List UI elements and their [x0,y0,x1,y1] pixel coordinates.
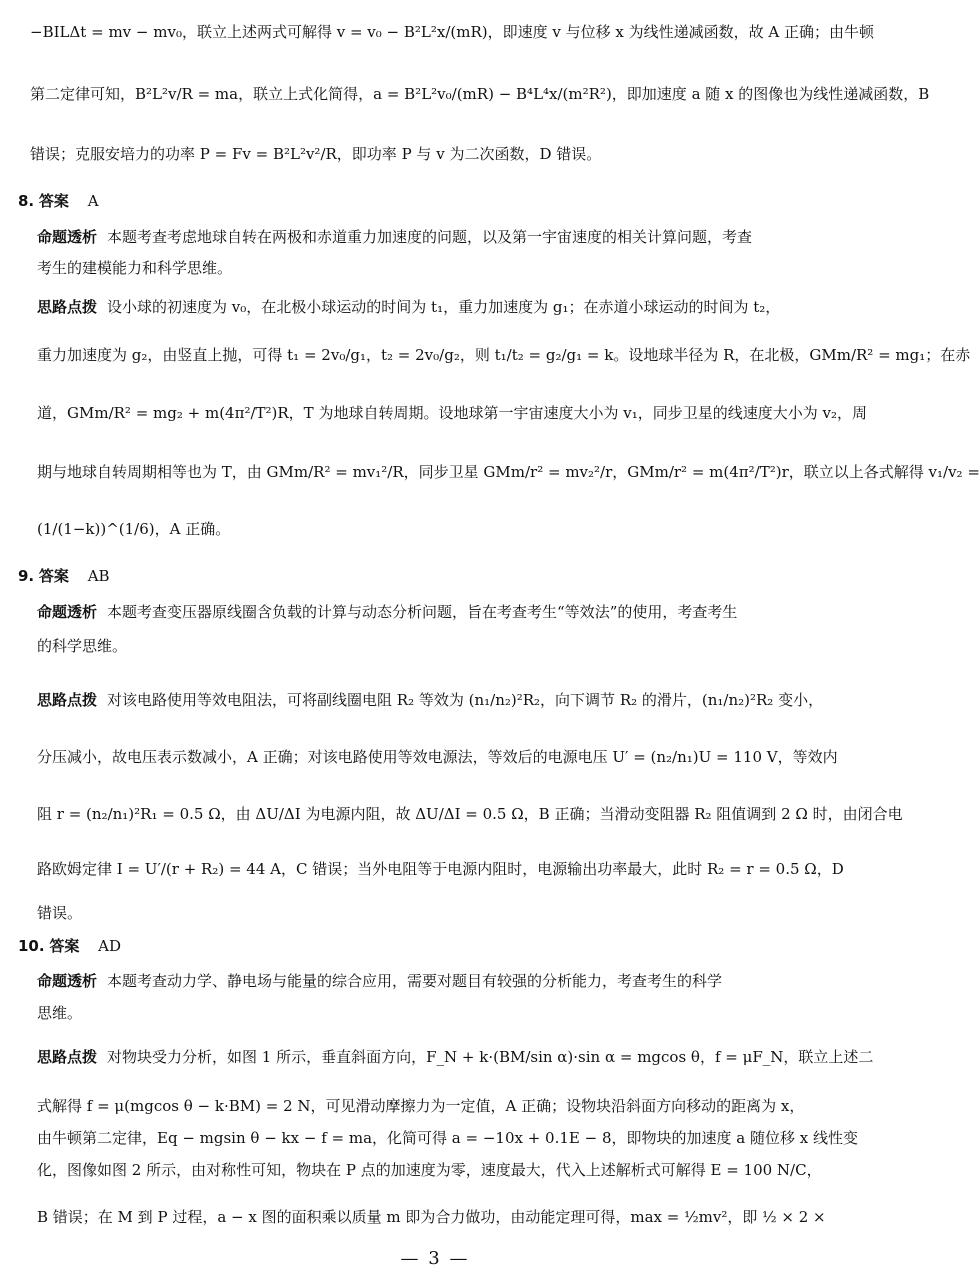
q8-number: 8. [18,192,35,210]
q10-idea-text-1: 对物块受力分析，如图 1 所示，垂直斜面方向，F_N + k·(BM/sin α)·sin α = mgcos θ，f = μF_N，联立上述二 [107,1048,874,1066]
q10-answer-label: 答案 [49,937,80,955]
q9-answer: AB [87,567,110,585]
q10-answer: AD [98,937,122,955]
q10-idea-line-3: 由牛顿第二定律，Eq − mgsin θ − kx − f = ma，化简可得 a = −10x + 0.1E − 8，即物块的加速度 a 随位移 x 线性变 [37,1129,858,1147]
page-number: — 3 — [400,1248,470,1269]
q9-analysis-text-1: 本题考查变压器原线圈含负载的计算与动态分析问题，旨在考查考生“等效法”的使用，考查考生 [107,603,738,621]
q10-analysis-label: 命题透析 [37,972,98,990]
q9-analysis-line-1 [37,602,848,622]
q9-analysis-line-2: 的科学思维。 [37,637,128,655]
q8-analysis-line-1 [37,227,848,247]
q8-answer: A [87,192,99,210]
q9-idea-label: 思路点拨 [37,691,98,709]
q9-idea-line-5: 错误。 [37,904,83,922]
q10-analysis-line-2: 思维。 [37,1004,83,1022]
q8-idea-line-3: 道，GMm/R² = mg₂ + m(4π²/T²)R，T 为地球自转周期。设地球第一宇宙速度大小为 v₁，同步卫星的线速度大小为 v₂，周 [37,404,867,422]
q9-number: 9. [18,567,35,585]
q9-idea-line-4: 路欧姆定律 I = U′/(r + R₂) = 44 A，C 错误；当外电阻等于电源内阻时，电源输出功率最大，此时 R₂ = r = 0.5 Ω，D [37,860,844,878]
q8-idea-label: 思路点拨 [37,298,98,316]
q7-line-3: 错误；克服安培力的功率 P = Fv = B²L²v²/R，即功率 P 与 v 为二次函数，D 错误。 [30,145,602,163]
q10-idea-line-2: 式解得 f = μ(mgcos θ − k·BM) = 2 N，可见滑动摩擦力为一定值，A 正确；设物块沿斜面方向移动的距离为 x， [37,1097,805,1115]
q10-analysis-text-1: 本题考查动力学、静电场与能量的综合应用，需要对题目有较强的分析能力，考查考生的科学 [107,972,723,990]
q8-idea-text-1: 设小球的初速度为 v₀，在北极小球运动的时间为 t₁，重力加速度为 g₁；在赤道小球运动的时间为 t₂， [107,298,781,316]
q9-answer-label: 答案 [38,567,69,585]
q7-line-2: 第二定律可知，B²L²v/R = ma，联立上式化简得，a = B²L²v₀/(mR) − B⁴L⁴x/(m²R²)，即加速度 a 随 x 的图像也为线性递减函数，B [30,85,930,103]
q8-analysis-text-1: 本题考查考虑地球自转在两极和赤道重力加速度的问题，以及第一宇宙速度的相关计算问题，考查 [107,228,753,246]
q10-idea-line-5: B 错误；在 M 到 P 过程，a − x 图的面积乘以质量 m 即为合力做功，由动能定理可得，max = ½mv²，即 ½ × 2 × [37,1208,826,1226]
q10-idea-line-1 [37,1047,874,1067]
q9-idea-line-3: 阻 r = (n₂/n₁)²R₁ = 0.5 Ω，由 ΔU/ΔI 为电源内阻，故 ΔU/ΔI = 0.5 Ω，B 正确；当滑动变阻器 R₂ 阻值调到 2 Ω 时，由闭合电 [37,805,903,823]
q9-idea-line-2: 分压减小，故电压表示数减小，A 正确；对该电路使用等效电源法，等效后的电源电压 U′ = (n₂/n₁)U = 110 V，等效内 [37,748,838,766]
q10-idea-label: 思路点拨 [37,1048,98,1066]
q8-analysis-label: 命题透析 [37,228,98,246]
q10-header [18,936,121,956]
q8-idea-line-2: 重力加速度为 g₂，由竖直上抛，可得 t₁ = 2v₀/g₁，t₂ = 2v₀/g₂，则 t₁/t₂ = g₂/g₁ = k。设地球半径为 R，在北极，GMm/R² = mg₁；在赤 [37,346,971,364]
q10-number: 10. [18,937,45,955]
q7-line-1: −BILΔt = mv − mv₀，联立上述两式可解得 v = v₀ − B²L²x/(mR)，即速度 v 与位移 x 为线性递减函数，故 A 正确；由牛顿 [30,23,875,41]
q8-idea-line-4: 期与地球自转周期相等也为 T，由 GMm/R² = mv₁²/R，同步卫星 GMm/r² = mv₂²/r，GMm/r² = m(4π²/T²)r，联立以上各式解得 v₁/v₂ = [37,463,980,481]
q8-answer-label: 答案 [38,192,69,210]
q8-header [18,191,99,211]
q8-analysis-line-2: 考生的建模能力和科学思维。 [37,259,233,277]
q10-idea-line-4: 化，图像如图 2 所示，由对称性可知，物块在 P 点的加速度为零，速度最大，代入上述解析式可解得 E = 100 N/C， [37,1161,822,1179]
q9-idea-text-1: 对该电路使用等效电阻法，可将副线圈电阻 R₂ 等效为 (n₁/n₂)²R₂，向下调节 R₂ 的滑片，(n₁/n₂)²R₂ 变小， [107,691,824,709]
q8-idea-line-5: (1/(1−k))^(1/6)，A 正确。 [37,520,231,538]
q9-idea-line-1 [37,690,848,710]
q10-analysis-line-1 [37,971,848,991]
q8-idea-line-1 [37,297,848,317]
q9-analysis-label: 命题透析 [37,603,98,621]
q9-header [18,566,110,586]
